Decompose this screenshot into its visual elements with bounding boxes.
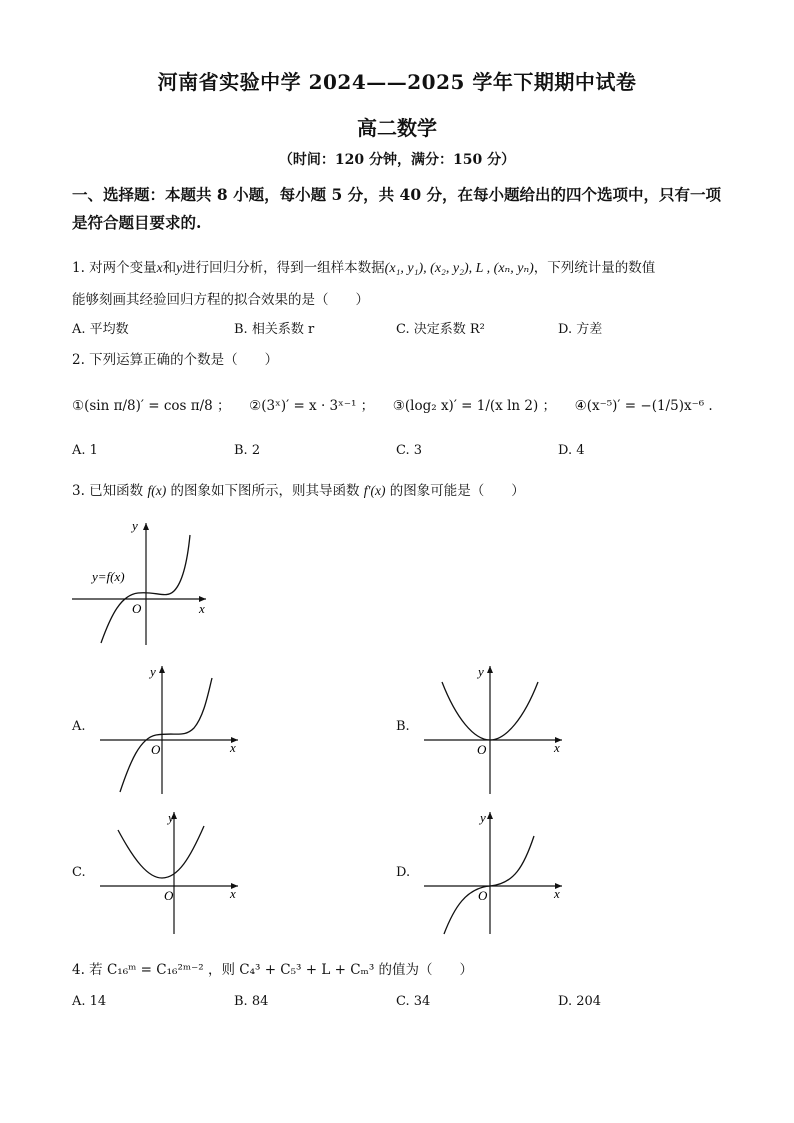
q2-expr-3: ③(log₂ x)′ = 1/(x ln 2) ； [392, 398, 557, 414]
question-3-stem [72, 479, 525, 499]
origin-label: O [132, 601, 142, 616]
option-a-origin: O [151, 742, 161, 757]
q1-and: 和 [162, 260, 177, 276]
graph-option-c [96, 808, 246, 938]
graph-fx [66, 515, 226, 650]
exam-subtitle: 高二数学 [357, 116, 437, 140]
q1-text-c: ，下列统计量的数值 [533, 260, 656, 276]
q3-option-d[interactable]: D. [396, 865, 411, 880]
exam-title: 河南省实验中学 2024——2025 学年下期期中试卷 [157, 70, 637, 94]
q3-fpx: f′(x) [363, 483, 386, 498]
q2-option-c[interactable]: C. 3 [396, 443, 423, 458]
q1-text-b: 进行回归分析，得到一组样本数据 [182, 260, 385, 276]
q1-data-expr: (x₁, y₁), (x₂, y₂), L , (xₙ, yₙ) [384, 261, 534, 276]
graph-option-d [420, 808, 570, 938]
option-d-x-label: x [554, 886, 560, 901]
y-axis-arrow [143, 523, 149, 530]
q4-option-d[interactable]: D. 204 [558, 994, 602, 1009]
q2-expr-1: ①(sin π/8)′ = cos π/8 ； [72, 398, 231, 414]
q4-option-b[interactable]: B. 84 [234, 994, 269, 1009]
q2-expr-4: ④(x⁻⁵)′ = −(1/5)x⁻⁶ . [574, 398, 713, 414]
exam-info: （时间：120 分钟，满分：150 分） [278, 152, 516, 168]
q3-option-a[interactable]: A. [72, 719, 86, 734]
q2-option-a[interactable]: A. 1 [72, 443, 98, 458]
q3-fx: f(x) [147, 483, 167, 498]
option-c-x-label: x [230, 886, 236, 901]
q4-option-c[interactable]: C. 34 [396, 994, 431, 1009]
option-a-x-label: x [230, 740, 236, 755]
q3-option-c[interactable]: C. [72, 865, 86, 880]
q2-option-d[interactable]: D. 4 [558, 443, 585, 458]
q4-option-a[interactable]: A. 14 [72, 994, 107, 1009]
section-heading: 一、选择题：本题共 8 小题，每小题 5 分，共 40 分，在每小题给出的四个选项中，只有一项是符合题目要求的. [72, 185, 722, 232]
question-1-line1 [72, 256, 655, 277]
q3-text-a: 3. 已知函数 [72, 483, 144, 499]
q1-var-x: x [156, 260, 163, 275]
q1-option-c[interactable]: C. 决定系数 R² [396, 322, 485, 337]
option-a-y-label: y [150, 664, 156, 679]
fx-label: y=f(x) [92, 569, 125, 584]
graph-option-b [420, 662, 570, 798]
q1-option-b[interactable]: B. 相关系数 r [234, 322, 315, 337]
q3-text-c: 的图象可能是（ ） [389, 483, 525, 499]
x-axis-label: x [199, 601, 205, 616]
option-c-y-label: y [168, 810, 174, 825]
q1-var-y: y [176, 260, 183, 275]
y-axis-label: y [132, 518, 138, 533]
q1-option-a[interactable]: A. 平均数 [72, 322, 129, 337]
option-d-y-label: y [480, 810, 486, 825]
option-c-curve [118, 826, 204, 878]
option-d-origin: O [478, 888, 488, 903]
question-2-stem: 2. 下列运算正确的个数是（ ） [72, 352, 279, 368]
option-b-origin: O [477, 742, 487, 757]
q2-expr-2: ②(3ˣ)′ = x · 3ˣ⁻¹ ； [249, 398, 375, 414]
question-1-line2: 能够刻画其经验回归方程的拟合效果的是（ ） [72, 292, 369, 308]
q2-expressions [72, 394, 713, 414]
option-a-curve [120, 678, 212, 792]
q3-option-b[interactable]: B. [396, 719, 410, 734]
option-b-x-label: x [554, 740, 560, 755]
q1-option-d[interactable]: D. 方差 [558, 322, 603, 337]
option-b-y-label: y [478, 664, 484, 679]
option-c-origin: O [164, 888, 174, 903]
graph-option-a [96, 662, 246, 798]
option-d-curve [444, 836, 534, 934]
q3-text-b: 的图象如下图所示，则其导函数 [170, 483, 360, 499]
q2-option-b[interactable]: B. 2 [234, 443, 261, 458]
q1-text-a: 1. 对两个变量 [72, 260, 157, 276]
question-4-stem: 4. 若 C₁₆ᵐ = C₁₆²ᵐ⁻² ，则 C₄³ + C₅³ + L + Cₘ³ 的值为（ ） [72, 962, 474, 978]
